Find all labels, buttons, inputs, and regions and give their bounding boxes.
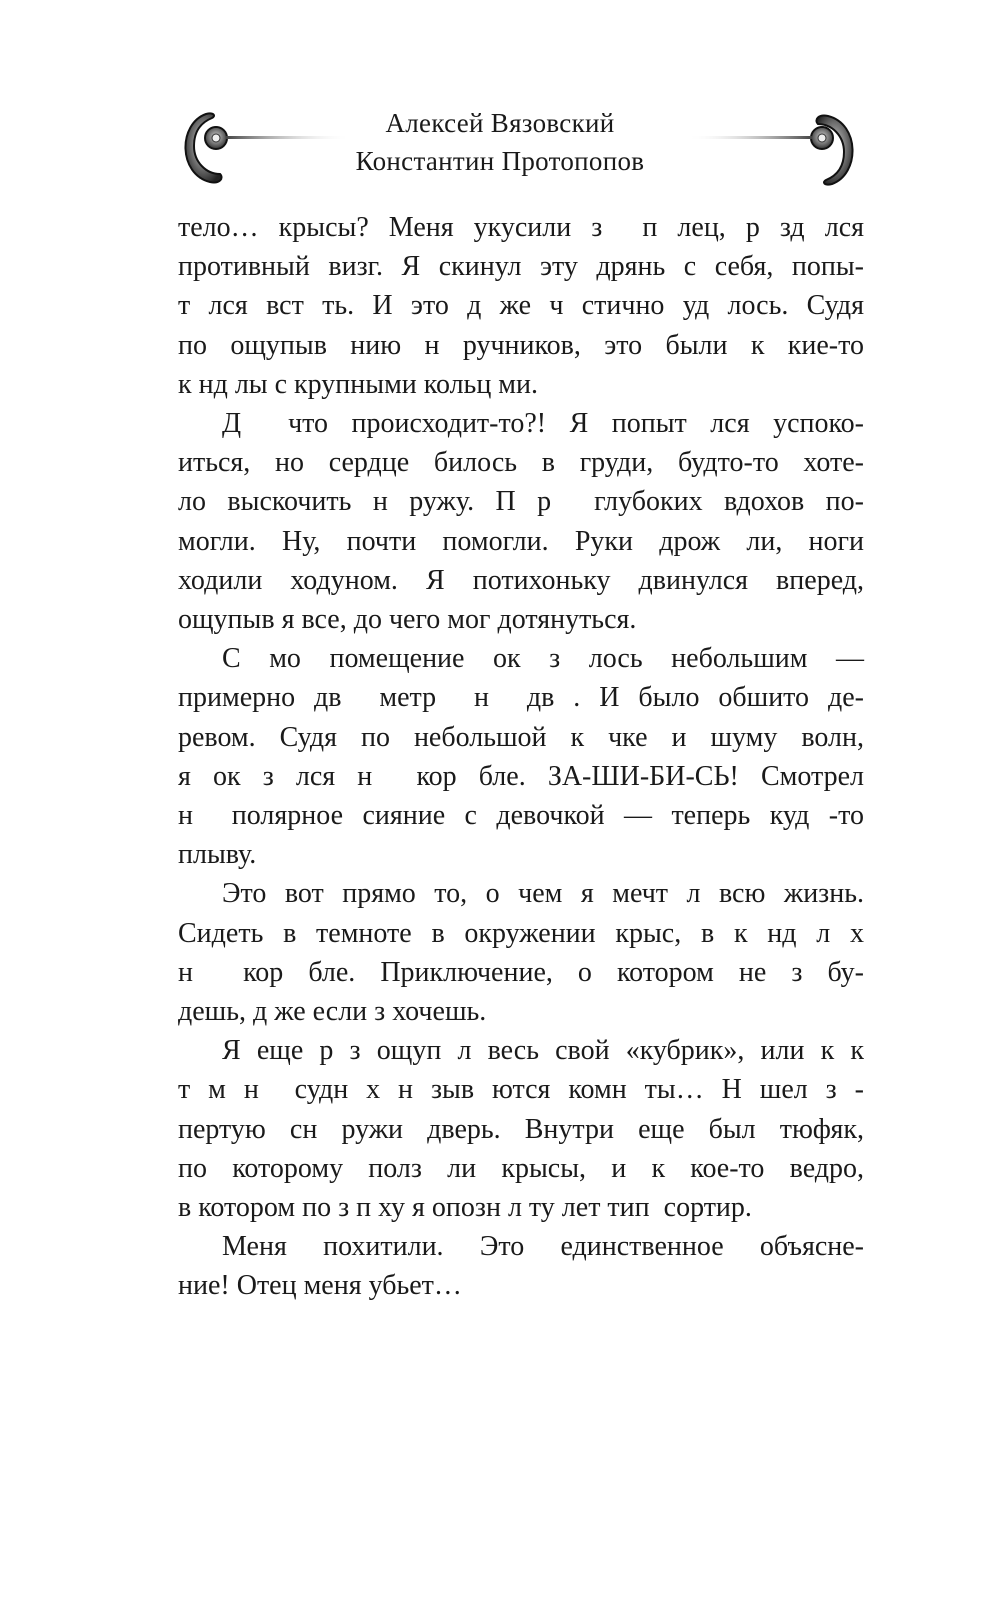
- text-line: ходили ходуном. Я потихоньку двинулся вперед,: [178, 564, 864, 596]
- text-line: Я еще р з ощуп л весь свой «кубрик», или к к: [222, 1035, 864, 1067]
- paragraph: [178, 639, 864, 874]
- text-line: ние! Отец меня убьет…: [178, 1270, 462, 1302]
- author-name-1: Алексей Вязовский: [385, 108, 615, 138]
- text-line: противный визг. Я скинул эту дрянь с себя, попы-: [178, 251, 864, 283]
- text-line: дешь, д же если з хочешь.: [178, 996, 487, 1028]
- text-line: могли. Ну, почти помогли. Руки дрож ли, ноги: [178, 525, 864, 557]
- text-line: Это вот прямо то, о чем я мечт л всю жизнь.: [222, 878, 864, 910]
- text-line: в котором по з п ху я опозн л ту лет тип сортир.: [178, 1192, 752, 1224]
- text-line: пертую сн ружи дверь. Внутри еще был тюфяк,: [178, 1113, 864, 1145]
- paragraph: [178, 1031, 864, 1227]
- text-line: иться, но сердце билось в груди, будто-то хоте-: [178, 447, 864, 479]
- text-line: к нд лы с крупными кольц ми.: [178, 368, 539, 400]
- text-line: н полярное сияние с девочкой — теперь куд -то: [178, 800, 864, 832]
- text-line: ло выскочить н ружу. П р глубоких вдохов по-: [178, 486, 864, 518]
- text-line: по которому полз ли крысы, и к кое-то ведро,: [178, 1152, 864, 1184]
- ornament-swirl-right-icon: [682, 104, 862, 194]
- text-line: ревом. Судя по небольшой к чке и шуму волн,: [178, 721, 864, 753]
- text-line: по ощупыв нию н ручников, это были к кие-то: [178, 329, 864, 361]
- text-line: т лся вст ть. И это д же ч стично уд лось. Судя: [178, 290, 864, 322]
- body-text: [178, 208, 864, 1306]
- paragraph: [178, 1227, 864, 1305]
- text-line: тело… крысы? Меня укусили з п лец, р зд лся: [178, 212, 864, 243]
- text-line: н кор бле. Приключение, о котором не з бу-: [178, 956, 864, 988]
- text-line: плыву.: [178, 839, 257, 871]
- text-line: С мо помещение ок з лось небольшим —: [222, 643, 864, 675]
- text-line: ощупыв я все, до чего мог дотянуться.: [178, 604, 637, 636]
- text-line: Сидеть в темноте в окружении крыс, в к нд л х: [178, 917, 864, 949]
- paragraph: [178, 874, 864, 1031]
- paragraph: [178, 208, 864, 404]
- text-line: Д что происходит-то?! Я попыт лся успоко-: [222, 408, 864, 440]
- text-line: я ок з лся н кор бле. ЗА-ШИ-БИ-СЬ! Смотрел: [178, 760, 864, 792]
- text-line: т м н судн х н зыв ются комн ты… Н шел з -: [178, 1074, 864, 1106]
- paragraph: [178, 404, 864, 639]
- text-line: примерно дв метр н дв . И было обшито де-: [178, 682, 864, 714]
- page-header: [0, 104, 1000, 194]
- author-name-2: Константин Протопопов: [355, 146, 645, 176]
- text-line: Меня похитили. Это единственное объясне-: [222, 1231, 864, 1263]
